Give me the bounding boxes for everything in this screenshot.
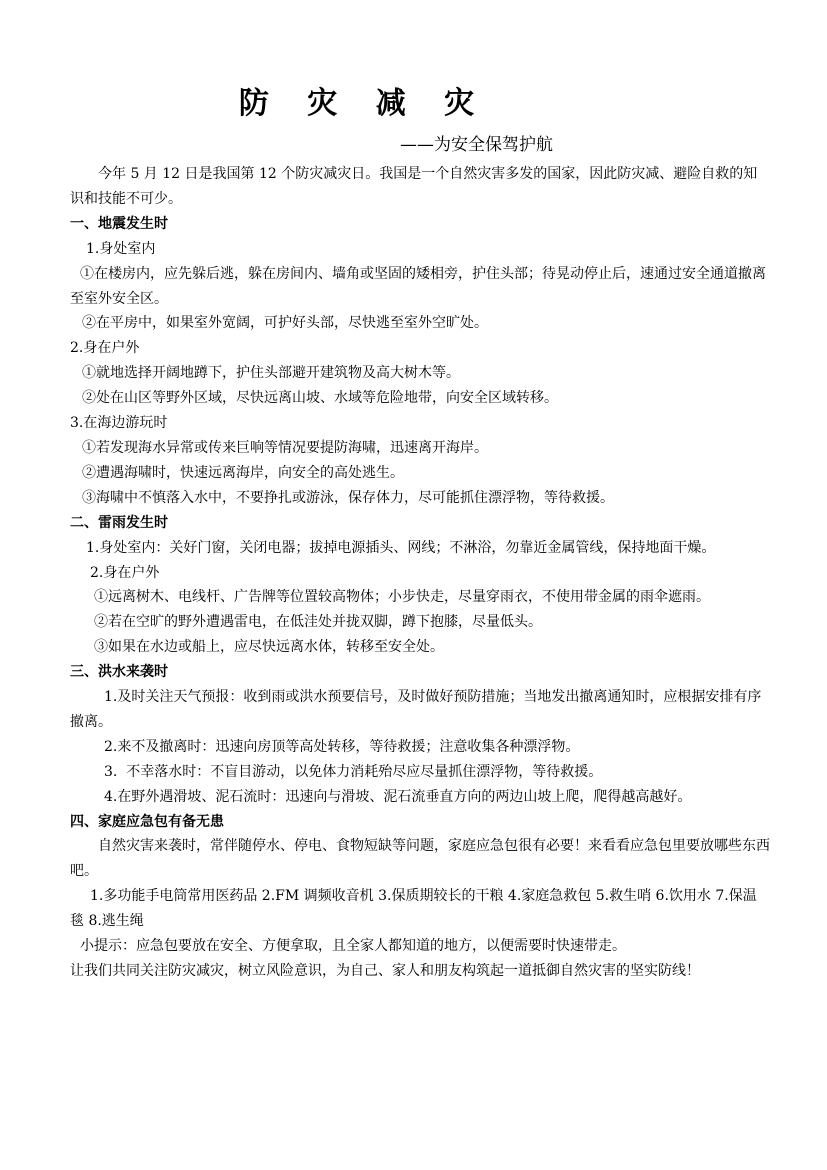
section-heading-thunderstorm: 二、雷雨发生时	[70, 514, 168, 531]
intro-paragraph: 今年 5 月 12 日是我国第 12 个防灾减灾日。我国是一个自然灾害多发的国家，因此防灾减、避险自救的知识和技能不可少。	[70, 166, 758, 207]
paragraph: ②在平房中，如果室外宽阔，可护好头部，尽快逃至室外空旷处。	[82, 315, 488, 332]
paragraph: ①远离树木、电线杆、广告牌等位置较高物体；小步快走，尽量穿雨衣，不使用带金属的雨伞遮雨。	[94, 589, 710, 606]
paragraph: ②若在空旷的野外遭遇雷电，在低洼处并拢双脚，蹲下抱膝，尽量低头。	[94, 614, 542, 631]
section-heading-emergency-kit: 四、家庭应急包有备无患	[70, 813, 224, 830]
paragraph: 2.身在户外	[70, 340, 140, 357]
paragraph: 2.来不及撤离时：迅速向房顶等高处转移，等待救援；注意收集各种漂浮物。	[104, 738, 580, 755]
closing-paragraph: 让我们共同关注防灾减灾，树立风险意识，为自己、家人和朋友构筑起一道抵御自然灾害的坚实防线！	[70, 963, 700, 979]
paragraph: ①若发现海水异常或传来巨响等情况要提防海啸，迅速离开海岸。	[82, 439, 488, 456]
paragraph: ②处在山区等野外区域，尽快远离山坡、水域等危险地带，向安全区域转移。	[82, 390, 558, 407]
paragraph: 1.身处室内	[86, 240, 156, 257]
tip-paragraph: 小提示：应急包要放在安全、方便拿取，且全家人都知道的地方，以便需要时快速带走。	[80, 938, 626, 955]
document-body	[70, 162, 770, 984]
page-title: 防 灾 减 灾	[238, 86, 489, 121]
paragraph: ③如果在水边或船上，应尽快远离水体，转移至安全处。	[94, 639, 444, 656]
paragraph: 自然灾害来袭时，常伴随停水、停电、食物短缺等问题，家庭应急包很有必要！来看看应急包里要放哪些东西吧。	[70, 838, 770, 880]
paragraph: 1.及时关注天气预报：收到雨或洪水预要信号，及时做好预防措施；当地发出撤离通知时，应根据安排有序撤离。	[70, 689, 762, 730]
section-heading-earthquake: 一、地震发生时	[70, 215, 168, 232]
paragraph: 3.在海边游玩时	[70, 415, 168, 432]
paragraph: 4.在野外遇滑坡、泥石流时：迅速向与滑坡、泥石流垂直方向的两边山坡上爬，爬得越高越好。	[104, 788, 692, 805]
paragraph: 2.身在户外	[90, 564, 160, 581]
paragraph: ①就地选择开阔地蹲下，护住头部避开建筑物及高大树木等。	[82, 365, 460, 382]
paragraph: ②遭遇海啸时，快速远离海岸，向安全的高处逃生。	[82, 464, 404, 481]
paragraph: ①在楼房内，应先躲后逃，躲在房间内、墙角或坚固的矮相旁，护住头部；待晃动停止后，速通过安全通道撤离至室外安全区。	[70, 265, 766, 307]
paragraph: ③海啸中不慎落入水中，不要挣扎或游泳，保存体力，尽可能抓住漂浮物，等待救援。	[82, 489, 614, 506]
paragraph: 1.多功能手电筒常用医药品 2.FM 调频收音机 3.保质期较长的干粮 4.家庭急救包 5.救生哨 6.饮用水 7.保温毯 8.逃生绳	[70, 888, 757, 930]
paragraph: 1.身处室内：关好门窗，关闭电器；拔掉电源插头、网线；不淋浴，勿靠近金属管线，保持地面干燥。	[86, 539, 716, 556]
paragraph: 3. 不幸落水时：不盲目游动，以免体力消耗殆尽应尽量抓住漂浮物，等待救援。	[104, 763, 603, 780]
section-heading-flood: 三、洪水来袭时	[70, 664, 168, 681]
page-subtitle: ——为安全保驾护航	[400, 135, 553, 155]
